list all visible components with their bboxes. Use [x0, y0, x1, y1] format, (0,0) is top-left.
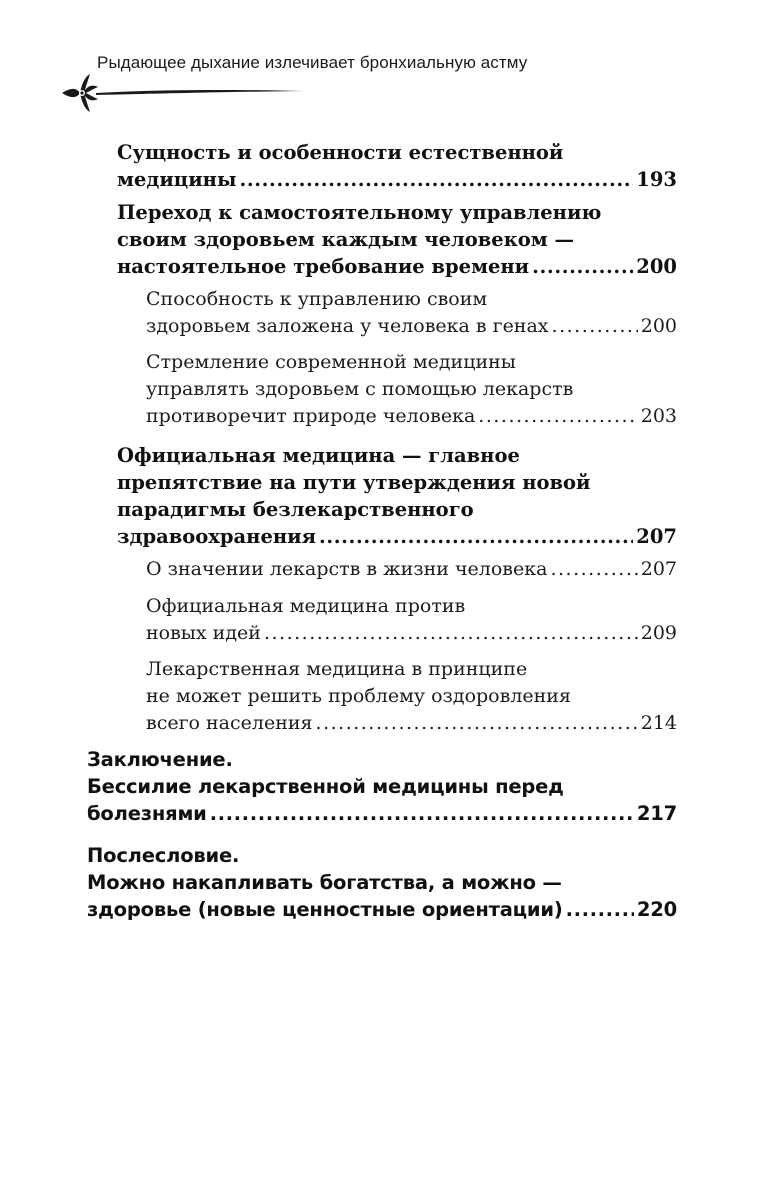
toc-entry-line: Заключение.: [87, 748, 233, 771]
fleuron-ornament-icon: [56, 72, 306, 114]
toc-entry-line: Стремление современной медицины: [146, 351, 516, 373]
toc-entry[interactable]: [87, 842, 677, 923]
dot-leader: [210, 800, 634, 827]
toc-entry[interactable]: [117, 199, 677, 280]
page-number: 207: [636, 525, 677, 548]
page-number: 220: [636, 898, 677, 921]
page-number: 203: [640, 405, 677, 427]
page-number: 214: [640, 712, 677, 734]
toc-entry[interactable]: [117, 442, 677, 550]
page-number: 209: [640, 622, 677, 644]
dot-leader: [264, 620, 638, 647]
toc-entry-title: настоятельное требование времени: [117, 255, 530, 278]
toc-entry[interactable]: [146, 656, 677, 737]
toc-entry-line: парадигмы безлекарственного: [117, 498, 474, 521]
toc-entry-title: здравоохранения: [117, 525, 316, 548]
toc-entry[interactable]: [146, 286, 677, 340]
toc-entry-line: Официальная медицина — главное: [117, 444, 520, 467]
toc-entry[interactable]: [146, 349, 677, 430]
page-number: 217: [636, 802, 677, 825]
dot-leader: [532, 253, 633, 280]
toc-entry-line: Можно накапливать богатства, а можно —: [87, 871, 562, 894]
toc-entry-line: не может решить проблему оздоровления: [146, 685, 571, 707]
toc-entry-title: всего населения: [146, 712, 313, 734]
page-number: 207: [640, 558, 677, 580]
toc-entry[interactable]: [117, 139, 677, 193]
dot-leader: [550, 556, 637, 583]
toc-entry-title: здоровье (новые ценностные ориентации): [87, 898, 563, 921]
page-number: 200: [636, 255, 677, 278]
toc-entry-line: Способность к управлению своим: [146, 288, 488, 310]
toc-entry-line: Переход к самостоятельному управлению: [117, 201, 602, 224]
toc-entry-line: Послесловие.: [87, 844, 240, 867]
toc-entry-line: управлять здоровьем с помощью лекарств: [146, 378, 574, 400]
toc-entry-title: противоречит природе человека: [146, 405, 476, 427]
toc-entry-line: Лекарственная медицина в принципе: [146, 658, 528, 680]
toc-entry-title: здоровьем заложена у человека в генах: [146, 315, 549, 337]
dot-leader: [552, 313, 638, 340]
dot-leader: [316, 710, 638, 737]
toc-entry[interactable]: [87, 746, 677, 827]
toc-entry-title: О значении лекарств в жизни человека: [146, 558, 548, 580]
dot-leader: [478, 403, 637, 430]
toc-entry-line: Сущность и особенности естественной: [117, 141, 564, 164]
toc-entry-title: болезнями: [87, 802, 207, 825]
page-number: 200: [640, 315, 677, 337]
toc-entry-title: новых идей: [146, 622, 261, 644]
dot-leader: [319, 523, 633, 550]
toc-entry-line: Официальная медицина против: [146, 595, 466, 617]
toc-entry-line: Бессилие лекарственной медицины перед: [87, 775, 564, 798]
toc-entry[interactable]: [146, 556, 677, 583]
toc-entry-line: своим здоровьем каждым человеком —: [117, 228, 575, 251]
toc-entry[interactable]: [146, 593, 677, 647]
dot-leader: [240, 166, 634, 193]
page-number: 193: [636, 168, 677, 191]
dot-leader: [566, 896, 634, 923]
toc-entry-title: медицины: [117, 168, 237, 191]
running-head: Рыдающее дыхание излечивает бронхиальную астму: [97, 53, 528, 72]
toc-entry-line: препятствие на пути утверждения новой: [117, 471, 591, 494]
